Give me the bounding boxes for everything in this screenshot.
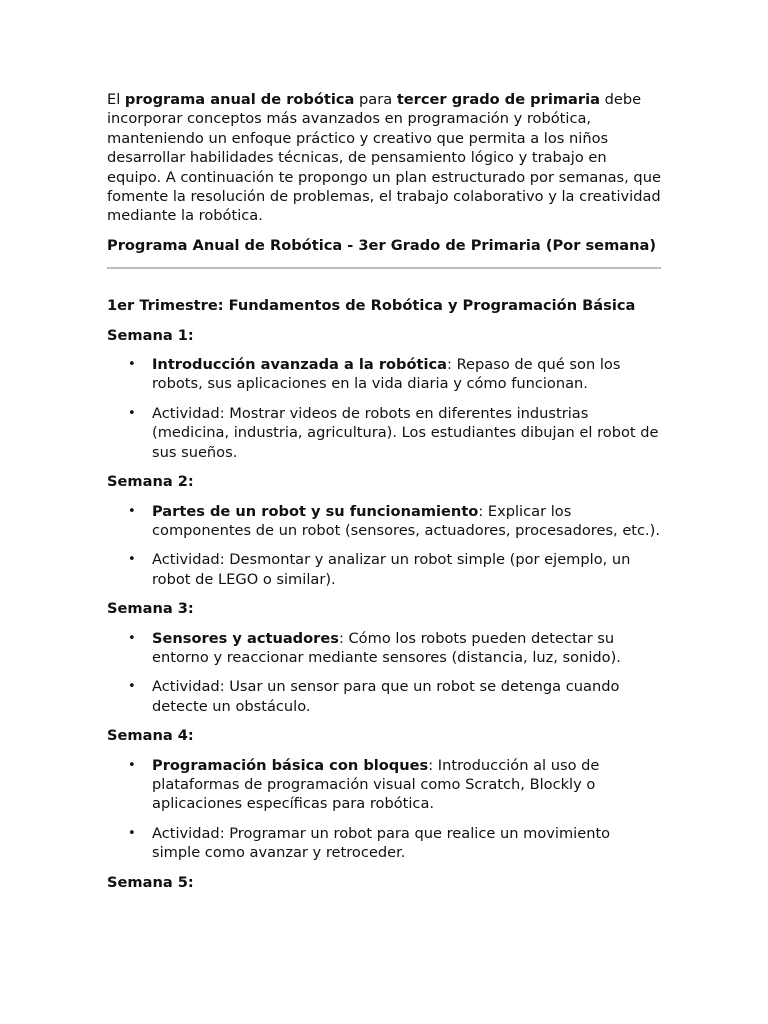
week-item-list bbox=[107, 629, 661, 717]
topic-title: Introducción avanzada a la robótica bbox=[152, 356, 448, 374]
bullet-icon: • bbox=[128, 630, 136, 646]
activity-description: Actividad: Programar un robot para que realice un movimiento simple como avanzar y retroceder. bbox=[152, 824, 611, 862]
intro-paragraph bbox=[107, 90, 661, 226]
section-divider bbox=[107, 267, 661, 269]
bullet-icon: • bbox=[128, 757, 136, 773]
list-item bbox=[107, 404, 661, 462]
week-heading: Semana 1: bbox=[107, 326, 194, 344]
topic-title: Partes de un robot y su funcionamiento bbox=[152, 502, 479, 520]
list-item bbox=[107, 355, 661, 394]
topic-description: : Repaso de qué son los robots, sus aplicaciones en la vida diaria y cómo funcionan. bbox=[152, 356, 621, 393]
bullet-icon: • bbox=[128, 503, 136, 519]
topic-description: : Cómo los robots pueden detectar su entorno y reaccionar mediante sensores (distancia, luz, sonido). bbox=[152, 629, 621, 666]
activity-description: Actividad: Usar un sensor para que un robot se detenga cuando detecte un obstáculo. bbox=[152, 678, 620, 715]
list-item bbox=[107, 677, 661, 716]
list-item bbox=[107, 824, 661, 863]
topic-title: Programación básica con bloques bbox=[152, 756, 429, 774]
week-item-list bbox=[107, 355, 661, 462]
week-item-list bbox=[107, 502, 661, 590]
intro-emphasis: tercer grado de primaria bbox=[396, 91, 600, 108]
bullet-icon: • bbox=[128, 679, 136, 695]
bullet-icon: • bbox=[128, 357, 136, 373]
week-item-list bbox=[107, 756, 661, 863]
document-title: Programa Anual de Robótica - 3er Grado de Primaria (Por semana) bbox=[107, 236, 657, 254]
intro-text: para bbox=[354, 91, 397, 108]
list-item bbox=[107, 629, 661, 668]
bullet-icon: • bbox=[128, 825, 136, 841]
topic-description: : Introducción al uso de plataformas de programación visual como Scratch, Blockly o aplicaciones específicas para robótica. bbox=[152, 756, 600, 813]
bullet-icon: • bbox=[128, 552, 136, 568]
trimester-heading: 1er Trimestre: Fundamentos de Robótica y Programación Básica bbox=[107, 297, 636, 315]
activity-description: Actividad: Mostrar videos de robots en diferentes industrias (medicina, industria, agricultura). Los estudiantes dibujan el robot de sus sueños. bbox=[152, 404, 659, 461]
list-item bbox=[107, 502, 661, 541]
week-heading: Semana 3: bbox=[107, 600, 194, 618]
topic-description: : Explicar los componentes de un robot (sensores, actuadores, procesadores, etc.). bbox=[152, 502, 661, 539]
activity-description: Actividad: Desmontar y analizar un robot simple (por ejemplo, un robot de LEGO o similar). bbox=[152, 551, 631, 588]
intro-text: debe incorporar conceptos más avanzados en programación y robótica, manteniendo un enfoque práctico y creativo que permita a los niños desarrollar habilidades técnicas, de pensamiento lógico y trabajo en equipo. A continuación te propongo un plan estructurado por semanas, que fomente la resolución de problemas, el trabajo colaborativo y la creatividad mediante la robótica. bbox=[107, 91, 661, 225]
intro-emphasis: programa anual de robótica bbox=[124, 91, 355, 108]
list-item bbox=[107, 756, 661, 814]
week-heading: Semana 5: bbox=[107, 873, 194, 891]
list-item bbox=[107, 550, 661, 589]
topic-title: Sensores y actuadores bbox=[152, 629, 339, 647]
week-heading: Semana 4: bbox=[107, 727, 194, 745]
week-heading: Semana 2: bbox=[107, 473, 194, 491]
bullet-icon: • bbox=[128, 405, 136, 421]
intro-text: El bbox=[107, 91, 125, 108]
